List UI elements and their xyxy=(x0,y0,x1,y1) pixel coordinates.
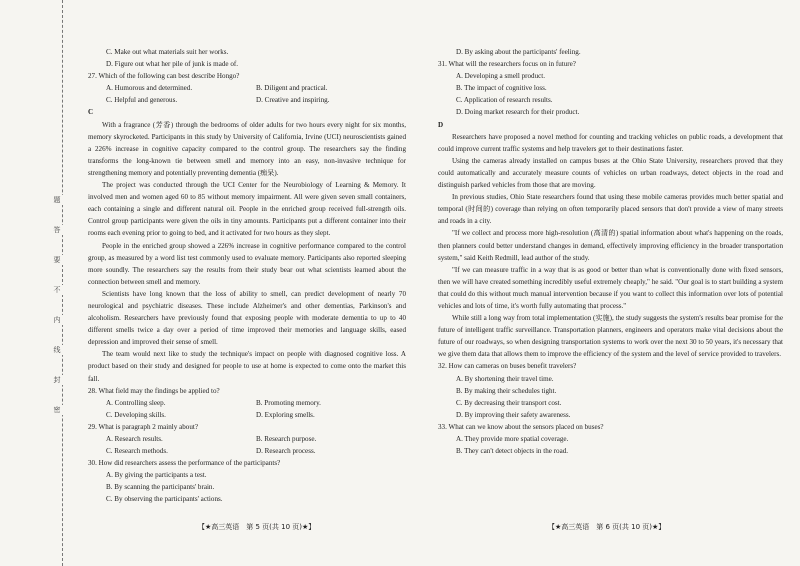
passage-paragraph: "If we collect and process more high-resolution (高清的) spatial information about what's happening on the roads, then planners could better understand changes in demand, effectively improving efficiency in the broader transportation system," said Keith Redmill, lead author of the study. xyxy=(438,229,783,262)
passage-paragraph: While still a long way from total implementation (实施), the study suggests the system's results bear promise for the future of intelligent traffic surveillance. Transportation planners, engineers and operators make vital decisions about the future of our roadways, so when designing transportation systems to work over the next 30 to 50 years, it's necessary that we give them data that allows them to improve the efficiency of the system and the level of service provided to travelers. xyxy=(438,314,783,359)
option: A. Controlling sleep. xyxy=(106,398,166,407)
option: B. Research purpose. xyxy=(256,435,317,443)
option: A. Research results. xyxy=(106,435,163,443)
question-30: 30. How did researchers assess the performance of the participants? xyxy=(88,459,281,468)
passage-paragraph: The project was conducted through the UCI Center for the Neurobiology of Learning & Memory. It involved men and women aged 60 to 85 without memory impairment. All were given seven small containers, each containing a single and different natural oil. People in the enriched group received full-strength oils. Control group participants were given the oils in tiny amounts. Participants put a different container into their rooms each evening prior to going to bed, and it activated for two hours as they slept. xyxy=(88,181,406,238)
passage-paragraph: People in the enriched group showed a 226% increase in cognitive performance compared to the control group, as measured by a word list test commonly used to evaluate memory. Participants also reported sleeping more soundly. The researchers say the results from their study bear out what scientists learned about the connection between smell and memory. xyxy=(88,241,406,286)
option: C. By observing the participants' actions. xyxy=(106,495,223,504)
option: B. By making their schedules tight. xyxy=(456,386,557,395)
question-28-options xyxy=(88,397,406,421)
option: A. By shortening their travel time. xyxy=(456,374,554,383)
binding-char: 线 xyxy=(51,345,63,355)
option: B. Diligent and practical. xyxy=(256,84,328,93)
option: A. Developing a smell product. xyxy=(456,72,546,81)
option: A. Humorous and determined. xyxy=(106,84,193,93)
option: C. Make out what materials suit her works. xyxy=(106,48,229,56)
question-31: 31. What will the researchers focus on in future? xyxy=(438,60,576,69)
option: D. By asking about the participants' feeling. xyxy=(456,48,581,56)
option: B. By scanning the participants' brain. xyxy=(106,483,215,492)
passage-paragraph: With a fragrance (芳香) through the bedrooms of older adults for two hours every night for six months, memory skyrocketed. Participants in this study by University of California, Irvine (UCI) neuroscientists gained a 226% increase in cognitive capacity compared to the control group. The researchers say the finding transforms the long-known tie between smell and memory into an easy, non-invasive technique for strengthening memory and potentially preventing dementia (痴呆). xyxy=(88,120,406,177)
passage-paragraph: Scientists have long known that the loss of ability to smell, can predict development of nearly 70 neurological and psychiatric diseases. These include Alzheimer's and other dementias, Parkinson's and alcoholism. Researchers have previously found that exposing people with moderate dementia to up to 40 different smells twice a day over a period of time improved their memories and language skills, eased depression and improved their sense of smell. xyxy=(88,289,406,347)
option: D. Research process. xyxy=(256,447,316,456)
option: D. Creative and inspiring. xyxy=(256,96,330,105)
option: C. By decreasing their transport cost. xyxy=(456,398,562,407)
passage-paragraph: In previous studies, Ohio State researchers found that using these mobile cameras provides much better spatial and temporal (时间的) coverage than relying on often temporarily placed sensors that don't provide a view of many streets and roads in a city. xyxy=(438,193,783,226)
binding-char: 内 xyxy=(51,315,63,325)
option: D. Exploring smells. xyxy=(256,410,315,419)
passage-paragraph: Using the cameras already installed on campus buses at the Ohio State University, researchers proved that they could automatically and accurately measure counts of vehicles on urban roadways, detect objects in the road and distinguish parked vehicles from those that are moving. xyxy=(438,156,783,190)
passage-paragraph: The team would next like to study the technique's impact on people with diagnosed cognitive loss. A product based on their study and designed for people to use at home is expected to come onto the market this fall. xyxy=(88,350,406,383)
option: A. They provide more spatial coverage. xyxy=(456,435,569,443)
binding-char: 不 xyxy=(51,285,63,295)
binding-char: 题 xyxy=(51,195,63,205)
option: D. Figure out what her pile of junk is made of. xyxy=(106,60,238,69)
option: B. They can't detect objects in the road. xyxy=(456,447,569,456)
right-column xyxy=(438,46,783,457)
question-29-options xyxy=(88,433,406,457)
binding-labels xyxy=(51,195,63,415)
left-column xyxy=(88,46,406,506)
option: D. Doing market research for their product. xyxy=(456,108,580,117)
section-heading: C xyxy=(88,108,94,117)
binding-char: 答 xyxy=(51,225,63,235)
question-32: 32. How can cameras on buses benefit travelers? xyxy=(438,362,577,371)
question-27-options xyxy=(88,82,406,106)
binding-char: 密 xyxy=(51,405,63,415)
page-footer: 【★高三英语 第 6 页(共 10 页)★】 xyxy=(548,523,666,531)
page-footer: 【★高三英语 第 5 页(共 10 页)★】 xyxy=(198,523,316,531)
question-33: 33. What can we know about the sensors placed on buses? xyxy=(438,422,604,431)
passage-paragraph: "If we can measure traffic in a way that is as good or better than what is conventionally done with fixed sensors, then we will have created something incredibly useful extremely cheaply," he said. "Our goal is to start building a system that could do this without much manual intervention because if you want to collect this information over lots of potential vehicles and lots of time, it's worth fully automating that process." xyxy=(438,265,783,310)
question-29: 29. What is paragraph 2 mainly about? xyxy=(88,422,198,431)
passage-paragraph: Researchers have proposed a novel method for counting and tracking vehicles on public roads, a development that could improve current traffic systems and help travelers get to their destinations faster. xyxy=(438,132,783,153)
binding-char: 封 xyxy=(51,375,63,385)
section-heading: D xyxy=(438,120,444,129)
option: B. Promoting memory. xyxy=(256,398,321,407)
question-27: 27. Which of the following can best describe Hongo? xyxy=(88,72,240,81)
binding-char: 要 xyxy=(51,255,63,265)
option: C. Application of research results. xyxy=(456,96,553,105)
option: C. Developing skills. xyxy=(106,410,166,419)
option: B. The impact of cognitive loss. xyxy=(456,84,547,93)
option: C. Helpful and generous. xyxy=(106,96,178,105)
option: A. By giving the participants a test. xyxy=(106,471,207,480)
question-28: 28. What field may the findings be applied to? xyxy=(88,386,220,395)
option: C. Research methods. xyxy=(106,447,168,456)
option: D. By improving their safety awareness. xyxy=(456,410,571,419)
